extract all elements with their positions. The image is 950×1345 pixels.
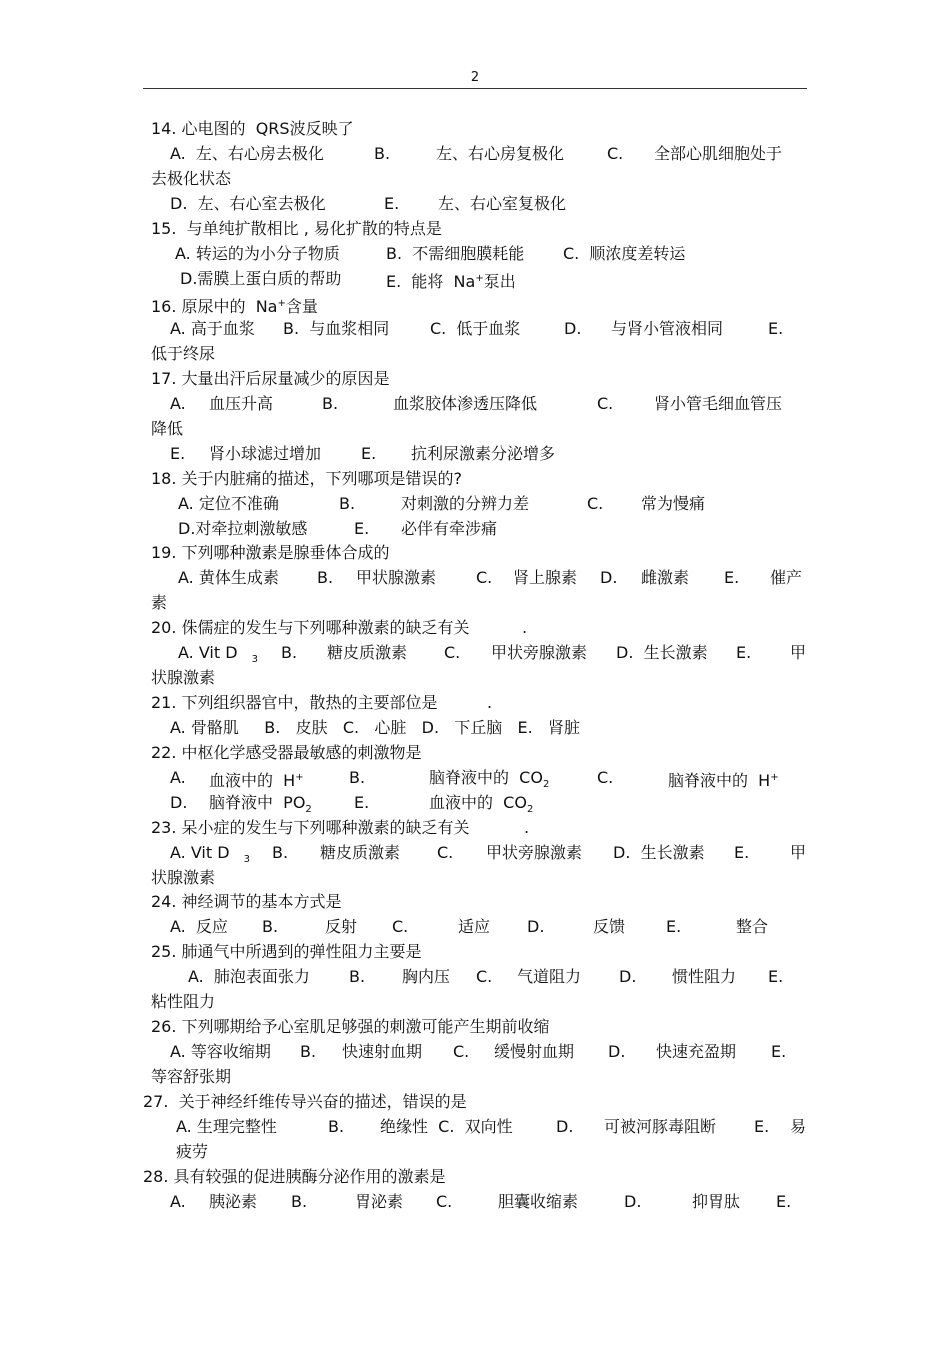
q17-option-b-label: B. — [322, 394, 339, 413]
q15-stem: 15. 与单纯扩散相比 , 易化扩散的特点是 — [151, 219, 442, 238]
q19-continuation: 素 — [151, 593, 168, 612]
q27-option-b-label: B. — [328, 1117, 345, 1136]
q26-stem: 26. 下列哪期给予心室肌足够强的刺激可能产生期前收缩 — [151, 1017, 550, 1036]
q28-option-d-text: 抑胃肽 — [692, 1192, 741, 1211]
q21-stem-period: . — [487, 693, 493, 712]
q19-option-c-label: C. — [476, 568, 493, 587]
q28-option-a-label: A. — [170, 1192, 186, 1211]
q20-continuation: 状腺激素 — [151, 668, 216, 687]
q26-option-d-label: D. — [608, 1042, 626, 1061]
q19-option-c-text: 肾上腺素 — [513, 568, 578, 587]
q24-stem: 24. 神经调节的基本方式是 — [151, 892, 342, 911]
q27-option-e-text: 易 — [790, 1117, 807, 1136]
q28-option-c-label: C. — [436, 1192, 453, 1211]
q23-option-e-text: 甲 — [790, 843, 807, 862]
q25-option-d-label: D. — [619, 967, 637, 986]
q20-option-a: A. Vit D $_3$ — [178, 643, 258, 665]
q28-option-a-text: 胰泌素 — [209, 1192, 258, 1211]
q14-option-b-label: B. — [374, 144, 391, 163]
q21-stem: 21. 下列组织器官中，散热的主要部位是 — [151, 693, 438, 712]
q23-stem-period: . — [524, 818, 530, 837]
q18-option-d: D.对牵拉刺激敏感 — [178, 519, 308, 538]
q14-option-c-label: C. — [607, 144, 624, 163]
page-number: 2 — [470, 70, 480, 85]
q19-option-e-text: 催产 — [770, 568, 803, 587]
q19-option-a: A. 黄体生成素 — [178, 568, 279, 587]
q20-stem: 20. 侏儒症的发生与下列哪种激素的缺乏有关 — [151, 618, 470, 637]
q14-option-c-text: 全部心肌细胞处于 — [654, 144, 783, 163]
q15-option-d: D.需膜上蛋白质的帮助 — [180, 269, 342, 288]
q22-option-b-text: 脑脊液中的 $CO_2$ — [429, 768, 550, 790]
q26-option-b-label: B. — [300, 1042, 317, 1061]
q19-option-d-label: D. — [600, 568, 618, 587]
q26-continuation: 等容舒张期 — [151, 1067, 232, 1086]
q23-option-d: D. 生长激素 — [613, 843, 705, 862]
q25-option-b-text: 胸内压 — [402, 967, 451, 986]
q28-option-d-label: D. — [624, 1192, 642, 1211]
q17-stem: 17. 大量出汗后尿量减少的原因是 — [151, 369, 390, 388]
q24-option-b-text: 反射 — [325, 917, 358, 936]
q24-option-e-label: E. — [666, 917, 682, 936]
q20-option-c-text: 甲状旁腺激素 — [491, 643, 588, 662]
q15-option-e: E. 能将 Na+泵出 — [386, 272, 516, 291]
q17-option-b-text: 血浆胶体渗透压降低 — [393, 394, 538, 413]
q18-option-b-label: B. — [339, 494, 356, 513]
q18-option-e-text: 必伴有牵涉痛 — [401, 519, 498, 538]
q17-option-c-label: C. — [597, 394, 614, 413]
q23-option-b-label: B. — [272, 843, 289, 862]
q25-option-d-text: 惯性阻力 — [672, 967, 737, 986]
q25-stem: 25. 肺通气中所遇到的弹性阻力主要是 — [151, 942, 422, 961]
q24-option-c-text: 适应 — [458, 917, 491, 936]
q24-option-d-label: D. — [527, 917, 545, 936]
q23-option-b-text: 糖皮质激素 — [320, 843, 401, 862]
q14-option-d: D. 左、右心室去极化 — [170, 194, 326, 213]
q28-option-b-text: 胃泌素 — [355, 1192, 404, 1211]
q22-stem: 22. 中枢化学感受器最敏感的刺激物是 — [151, 743, 422, 762]
q22-option-d-label: D. — [170, 793, 188, 812]
q28-option-e-label: E. — [776, 1192, 792, 1211]
q17-continuation: 降低 — [151, 419, 184, 438]
q16-stem: 16. 原尿中的 Na+含量 — [151, 297, 318, 316]
q25-option-b-label: B. — [349, 967, 366, 986]
q20-option-e-text: 甲 — [790, 643, 807, 662]
q23-option-c-label: C. — [437, 843, 454, 862]
q14-continuation: 去极化状态 — [151, 169, 232, 188]
q14-option-e-label: E. — [384, 194, 400, 213]
header-rule — [143, 88, 807, 89]
q22-option-c-label: C. — [597, 768, 614, 787]
q19-option-d-text: 雌激素 — [641, 568, 690, 587]
q25-continuation: 粘性阻力 — [151, 992, 216, 1011]
q23-option-a: A. Vit D $_3$ — [170, 843, 250, 865]
q25-option-c-label: C. — [476, 967, 493, 986]
q28-option-b-label: B. — [291, 1192, 308, 1211]
q14-stem: 14. 心电图的 QRS波反映了 — [151, 119, 354, 138]
q18-option-b-text: 对刺激的分辨力差 — [401, 494, 530, 513]
q20-option-d: D. 生长激素 — [616, 643, 708, 662]
q21-options: A. 骨骼肌 B. 皮肤 C. 心脏 D. 下丘脑 E. 肾脏 — [170, 718, 580, 737]
q14-option-e-text: 左、右心室复极化 — [438, 194, 567, 213]
q18-stem: 18. 关于内脏痛的描述，下列哪项是错误的? — [151, 469, 463, 488]
q28-option-c-text: 胆囊收缩素 — [498, 1192, 579, 1211]
q26-option-c-label: C. — [453, 1042, 470, 1061]
q17-option-d-label: E. — [170, 444, 186, 463]
q15-option-a: A. 转运的为小分子物质 — [175, 244, 340, 263]
q24-option-e-text: 整合 — [736, 917, 769, 936]
q27-option-b-text: 绝缘性 C. 双向性 — [380, 1117, 513, 1136]
q25-option-e-label: E. — [768, 967, 784, 986]
q26-option-d-text: 快速充盈期 — [656, 1042, 737, 1061]
q19-stem: 19. 下列哪种激素是腺垂体合成的 — [151, 543, 390, 562]
q16-option-d-label: D. — [564, 319, 582, 338]
q17-option-c-text: 肾小管毛细血管压 — [654, 394, 783, 413]
q22-option-e-text: 血液中的 $CO_2$ — [429, 793, 534, 815]
q17-option-e-text: 抗利尿激素分泌增多 — [411, 444, 556, 463]
q17-option-a-label: A. — [170, 394, 186, 413]
q16-option-c: C. 低于血浆 — [430, 319, 521, 338]
q25-option-c-text: 气道阻力 — [517, 967, 582, 986]
q16-option-d-text: 与肾小管液相同 — [611, 319, 724, 338]
q28-stem: 28. 具有较强的促进胰酶分泌作用的激素是 — [143, 1167, 446, 1186]
q17-option-a-text: 血压升高 — [209, 394, 274, 413]
q27-option-a: A. 生理完整性 — [176, 1117, 277, 1136]
q15-option-c: C. 顺浓度差转运 — [563, 244, 686, 263]
q15-option-b: B. 不需细胞膜耗能 — [386, 244, 525, 263]
q24-option-a: A. 反应 — [170, 917, 228, 936]
q25-option-a: A. 肺泡表面张力 — [188, 967, 310, 986]
q22-option-c-text: 脑脊液中的 H+ — [668, 771, 779, 790]
q23-option-c-text: 甲状旁腺激素 — [486, 843, 583, 862]
q16-option-b: B. 与血浆相同 — [283, 319, 390, 338]
q27-continuation: 疲劳 — [176, 1142, 209, 1161]
q26-option-e-label: E. — [771, 1042, 787, 1061]
q18-option-c-text: 常为慢痛 — [641, 494, 706, 513]
q20-option-b-label: B. — [281, 643, 298, 662]
q18-option-a: A. 定位不准确 — [178, 494, 279, 513]
q26-option-c-text: 缓慢射血期 — [494, 1042, 575, 1061]
q20-option-c-label: C. — [444, 643, 461, 662]
q22-option-d-text: 脑脊液中 $PO_2$ — [209, 793, 312, 815]
q20-option-e-label: E. — [736, 643, 752, 662]
q26-option-b-text: 快速射血期 — [342, 1042, 423, 1061]
q27-option-d-text: 可被河豚毒阻断 — [604, 1117, 717, 1136]
q19-option-b-label: B. — [317, 568, 334, 587]
q17-option-d-text: 肾小球滤过增加 — [209, 444, 322, 463]
q18-option-c-label: C. — [587, 494, 604, 513]
q27-option-e-label: E. — [754, 1117, 770, 1136]
q27-option-d-label: D. — [556, 1117, 574, 1136]
q27-stem: 27. 关于神经纤维传导兴奋的描述，错误的是 — [143, 1092, 467, 1111]
q19-option-b-text: 甲状腺激素 — [356, 568, 437, 587]
q24-option-b-label: B. — [262, 917, 279, 936]
q16-option-a: A. 高于血浆 — [170, 319, 255, 338]
q22-option-e-label: E. — [354, 793, 370, 812]
q14-option-b-text: 左、右心房复极化 — [436, 144, 565, 163]
q17-option-e-label: E. — [361, 444, 377, 463]
q22-option-a-label: A. — [170, 768, 186, 787]
q20-option-b-text: 糖皮质激素 — [327, 643, 408, 662]
q16-option-e-label: E. — [768, 319, 784, 338]
q16-continuation: 低于终尿 — [151, 344, 216, 363]
q19-option-e-label: E. — [724, 568, 740, 587]
q23-stem: 23. 呆小症的发生与下列哪种激素的缺乏有关 — [151, 818, 470, 837]
q22-option-a-text: 血液中的 H+ — [209, 771, 304, 790]
q24-option-c-label: C. — [392, 917, 409, 936]
q23-option-e-label: E. — [734, 843, 750, 862]
q22-option-b-label: B. — [349, 768, 366, 787]
q14-option-a: A. 左、右心房去极化 — [170, 144, 324, 163]
q20-stem-period: . — [522, 618, 528, 637]
q18-option-e-label: E. — [354, 519, 370, 538]
q24-option-d-text: 反馈 — [593, 917, 626, 936]
q23-continuation: 状腺激素 — [151, 868, 216, 887]
q26-option-a: A. 等容收缩期 — [170, 1042, 271, 1061]
